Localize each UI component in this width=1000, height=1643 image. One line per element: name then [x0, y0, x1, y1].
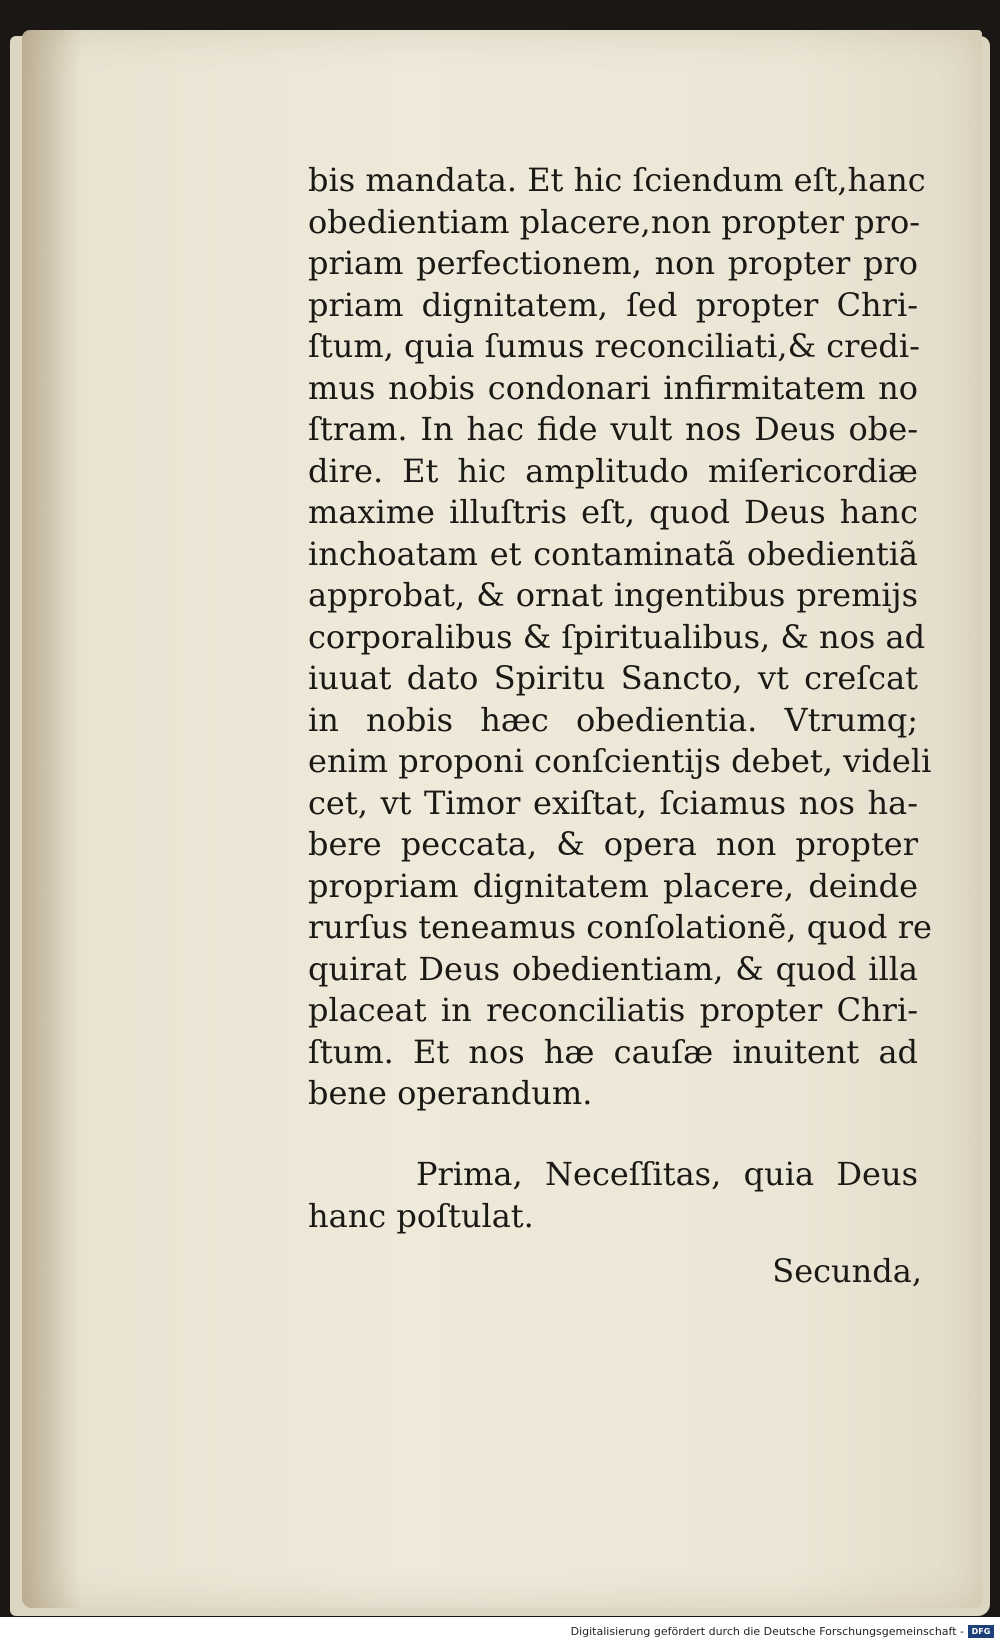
text-line: in nobis hæc obedientia. Vtrumq; [308, 700, 918, 739]
text-line: maxime illuſtris eſt, quod Deus hanc [308, 493, 918, 531]
text-line: corporalibus & ſpiritualibus, & nos ad [308, 617, 926, 656]
text-line: enim proponi conſcientijs debet, videli [308, 742, 932, 780]
text-line: approbat, & ornat ingentibus premijs [308, 576, 918, 614]
page-gutter-shadow [22, 30, 82, 1608]
digitization-footer [0, 1617, 1000, 1643]
text-line: propriam dignitatem placere, deinde [308, 866, 918, 905]
text-line: priam dignitatem, ſed propter Chri- [308, 285, 918, 324]
second-paragraph-line-1: Prima, Neceſſitas, quia Deus [416, 1155, 918, 1193]
text-line: bis mandata. Et hic ſciendum eſt,hanc [308, 161, 926, 199]
text-line: dire. Et hic amplitudo miſericordiæ [308, 451, 918, 490]
text-line: quirat Deus obedientiam, & quod illa [308, 949, 918, 988]
text-line: ſtram. In hac fide vult nos Deus obe- [308, 410, 918, 448]
text-line: inchoatam et contaminatã obedientiã [308, 534, 918, 573]
text-line: bere peccata, & opera non propter [308, 825, 918, 863]
text-line: placeat in reconciliatis propter Chri- [308, 991, 918, 1029]
text-line: mus nobis condonari infirmitatem no [308, 368, 918, 407]
text-line: bene operandum. [308, 1074, 593, 1112]
funding-credit: Digitalisierung gefördert durch die Deutsche Forschungsgemeinschaft - [570, 1625, 964, 1638]
catchword: Secunda, [772, 1252, 922, 1290]
second-paragraph [308, 1154, 918, 1237]
text-line: obedientiam placere,non propter pro- [308, 202, 921, 241]
dfg-logo-icon: DFG [968, 1625, 994, 1638]
text-line: cet, vt Timor exiſtat, ſciamus nos ha- [308, 783, 918, 822]
text-line: iuuat dato Spiritu Sancto, vt creſcat [308, 659, 918, 697]
text-line: ſtum, quia ſumus reconciliati,& credi- [308, 327, 920, 365]
text-line: rurſus teneamus conſolationẽ, quod re [308, 908, 932, 946]
text-line: ſtum. Et nos hæ cauſæ inuitent ad [308, 1032, 918, 1071]
second-paragraph-line-2: hanc poſtulat. [308, 1196, 534, 1235]
text-line: priam perfectionem, non propter pro [308, 244, 918, 282]
main-paragraph [308, 160, 932, 1115]
